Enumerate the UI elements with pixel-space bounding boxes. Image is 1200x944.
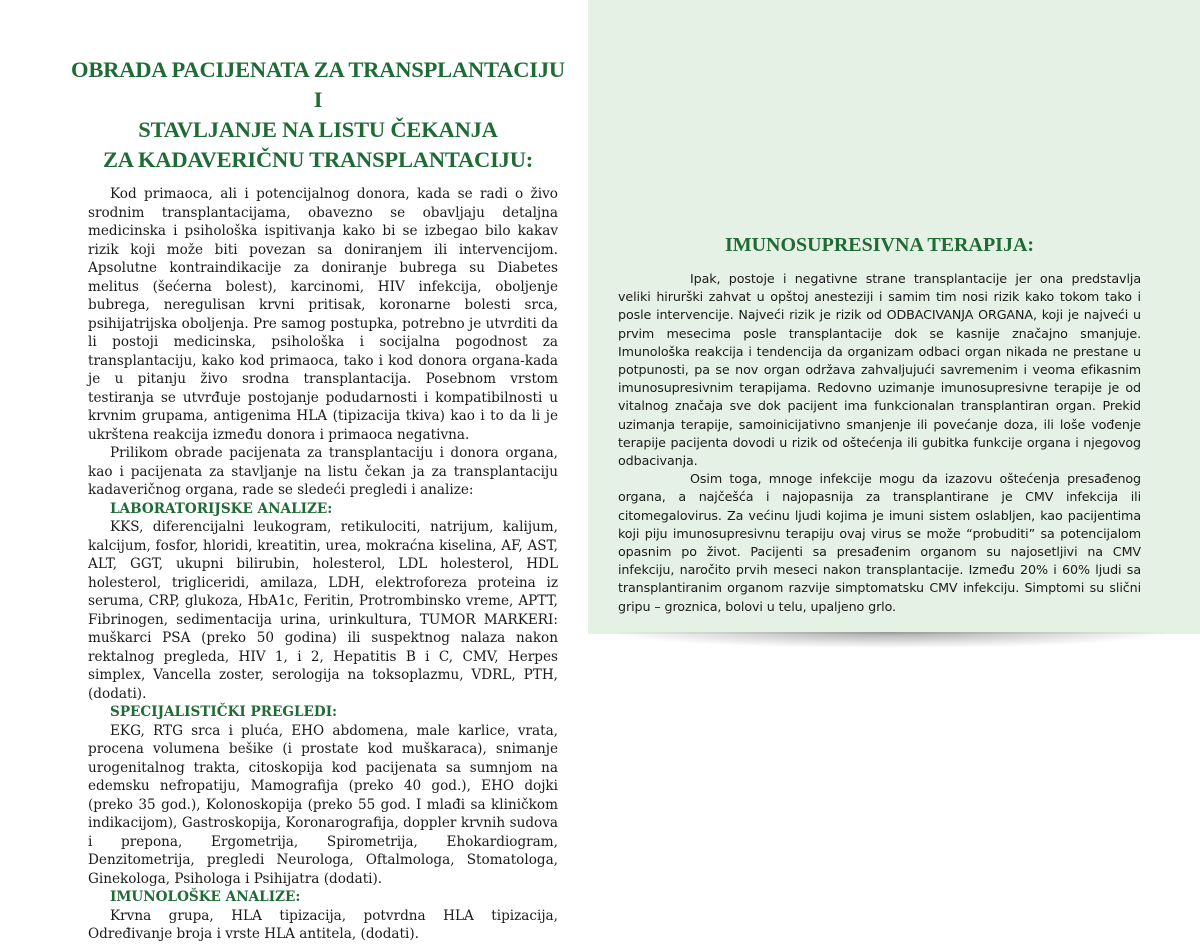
- lab-analyses-heading: LABORATORIJSKE ANALIZE:: [110, 500, 333, 517]
- title-line-1: OBRADA PACIJENATA ZA TRANSPLANTACIJU I: [71, 57, 565, 112]
- page-title: [68, 55, 568, 175]
- immunosuppressive-title: IMUNOSUPRESIVNA TERAPIJA:: [724, 234, 1035, 256]
- title-line-3: ZA KADAVERIČNU TRANSPLANTACIJU:: [102, 147, 534, 172]
- specialist-exams-text: EKG, RTG srca i pluća, EHO abdomena, male karlice, vrata, procena volumena bešike (i prostate kod muškaraca), snimanje urogenitalnog trakta, citoskopija kod pacijenata sa sumnjom na edemsku nefropatiju, Mamografija (preko 40 god.), EHO dojki (preko 35 god.), Kolonoskopija (preko 55 god. I mlađi sa kliničkom indikacijom), Gastroskopija, Koronarografija, doppler krvnih sudova i prepona, Ergometrija, Spirometrija, Ehokardiogram, Denzitometrija, pregledi Neurologa, Oftalmologa, Stomatologa, Ginekologa, Psihologa i Psihijatra (dodati).: [88, 722, 558, 887]
- immunology-heading: IMUNOLOŠKE ANALIZE:: [110, 889, 301, 905]
- panel-shadow: [612, 632, 1167, 648]
- specialist-exams-heading: SPECIJALISTIČKI PREGLEDI:: [110, 704, 338, 720]
- exams-intro-paragraph: Prilikom obrade pacijenata za transplantaciju i donora organa, kao i pacijenata za stavljanje na listu čekan ja za transplantaciju kadaveričnog organa, rade se sledeći pregledi i analize:: [88, 445, 558, 498]
- left-column: [71, 55, 565, 944]
- therapy-paragraph-1: Ipak, postoje i negativne strane transplantacije jer ona predstavlja veliki hirurški zahvat u opštoj anesteziji i samim tim nosi rizik kako tokom tako i posle intervencije. Najveći rizik je rizik od ODBACIVANJA ORGANA, koji je najveći u prvim mesecima posle transplantacije dok se kasnije značajno smanjuje. Imunološka reakcija i tendencija da organizam odbaci organ nikada ne prestane u potpunosti, pa se nov organ održava zahvaljujući savremenim i veoma efikasnim imunosupresivnim terapijama. Redovno uzimanje imunosupresivne terapije je od vitalnog značaja sve dok pacijent ima funkcionalan transplantiran organ. Prekid uzimanja terapije, samoinicijativno smanjenje ili povećanje doza, ili loše vođenje terapije pacijenta dovodi u rizik od oštećenja ili gubitka funkcije organa i njegovog odbacivanja.: [618, 271, 1141, 469]
- intro-paragraph: Kod primaoca, ali i potencijalnog donora, kada se radi o živo srodnim transplantacijama, obavezno se obavljaju detaljna medicinska i psihološka ispitivanja kako bi se izbegao bilo kakav rizik koji može biti povezan sa doniranjem ili intervencijom. Apsolutne kontraindikacije za doniranje bubrega su Diabetes melitus (šećerna bolest), karcinomi, HIV infekcija, oboljenje bubrega, neregulisan krvni pritisak, koronarne bolesti srca, psihijatrijska oboljenja. Pre samog postupka, potrebno je utvrditi da li postoji medicinska, psihološka i socijalna pogodnost za transplantaciju, kako kod primaoca, tako i kod donora organa-kada je u pitanju živo srodna transplantacija. Posebnom vrstom testiranja se utvrđuje postojanje podudarnosti i kompatibilnosti u krvnim grupama, antigenima HLA (tipizacija tkiva) kao i to da li je ukrštena reakcija između donora i primaoca negativna.: [88, 186, 558, 443]
- therapy-paragraph-2: Osim toga, mnoge infekcije mogu da izazovu oštećenja presađenog organa, a najčešća i najopasnija za transplantirane je CMV infekcija ili citomegalovirus. Za većinu ljudi kojima je imuni sistem oslabljen, kao pacijentima koji piju imunosupresivnu terapiju ovaj virus se može “probuditi” sa potencijalom opasnim po život. Pacijenti sa presađenim organom su najosetljivi na CMV infekciju, naročito prvih meseci nakon transplantacije. Između 20% i 60% ljudi sa transplantiranim organom razvije simptomatsku CMV infekciju. Simptomi su slični gripu – groznica, bolovi u telu, upaljeno grlo.: [618, 471, 1141, 614]
- title-line-2: STAVLJANJE NA LISTU ČEKANJA: [138, 117, 498, 142]
- lab-analyses-text: KKS, diferencijalni leukogram, retikulociti, natrijum, kalijum, kalcijum, fosfor, hloridi, kreatitin, urea, mokraćna kiselina, AF, AST, ALT, GGT, ukupni bilirubin, holesterol, LDL holesterol, HDL holesterol, trigliceridi, amilaza, LDH, elektroforeza proteina iz seruma, CRP, glukoza, HbA1c, Feritin, Protrombinsko vreme, APTT, Fibrinogen, sedimentacija urina, urinkultura, TUMOR MARKERI: muškarci PSA (preko 50 godina) ili suspektnog nalaza nakon rektalnog pregleda, HIV 1, i 2, Hepatitis B i C, CMV, Herpes simplex, Vancella zoster, serologija na toksoplazmu, VDRL, PTH, (dodati).: [88, 519, 558, 702]
- immunology-text: Krvna grupa, HLA tipizacija, potvrdna HLA tipizacija, Određivanje broja i vrste HLA antitela, (dodati).: [88, 907, 558, 942]
- right-column: [618, 232, 1141, 616]
